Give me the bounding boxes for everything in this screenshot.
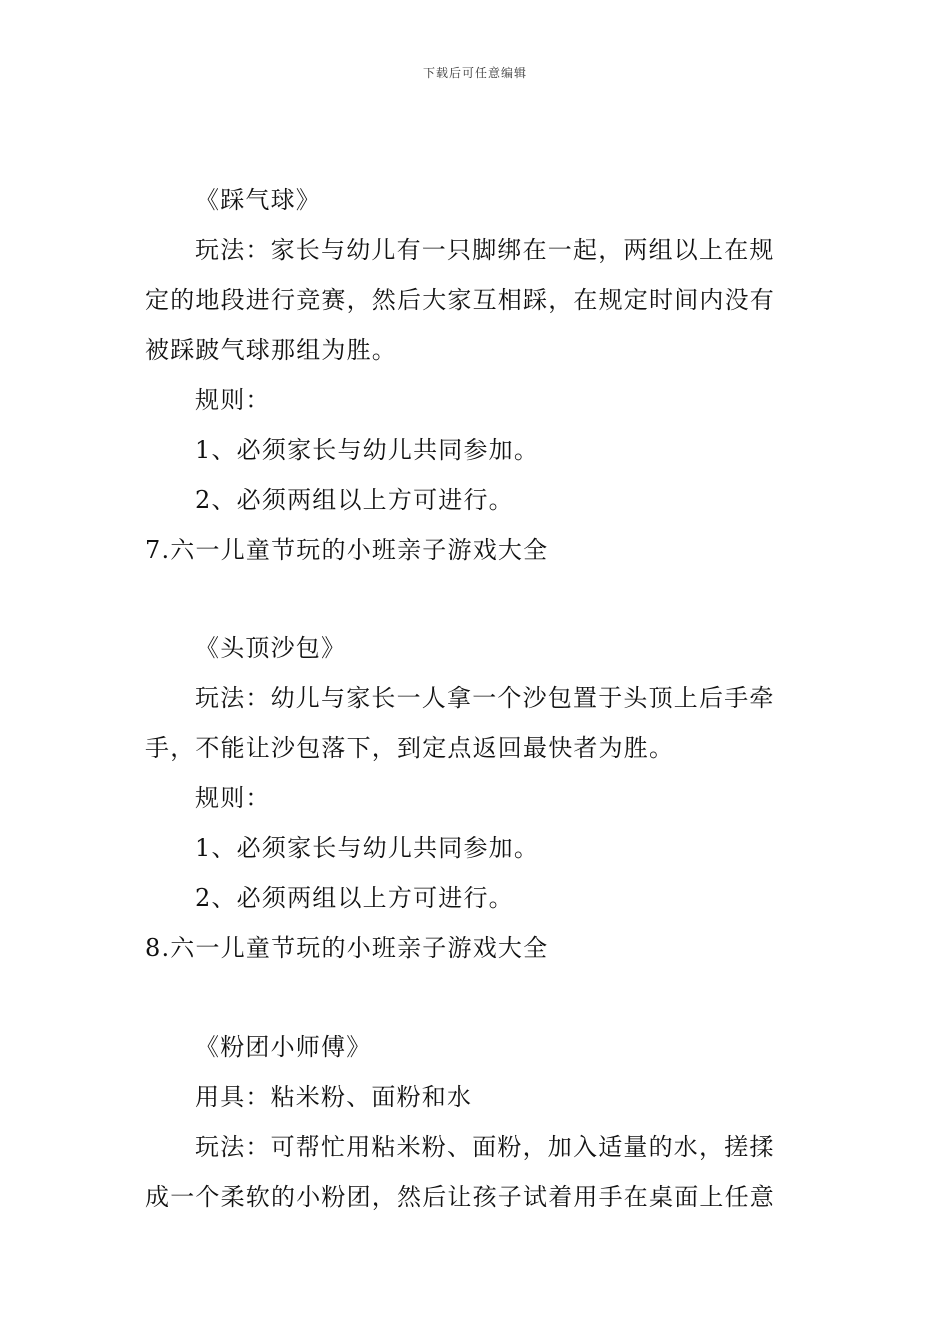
rule-item: 1、必须家长与幼儿共同参加。 [195,834,540,862]
rules-heading: 规则： [195,386,271,414]
game-title-touding-shabao: 《头顶沙包》 [195,634,347,662]
body-line: 成一个柔软的小粉团，然后让孩子试着用手在桌面上任意 [145,1183,775,1211]
page-header-note: 下载后可任意编辑 [422,66,527,80]
body-line: 手，不能让沙包落下，到定点返回最快者为胜。 [145,734,675,762]
body-line: 定的地段进行竞赛，然后大家互相踩，在规定时间内没有 [145,286,775,314]
body-line: 玩法：家长与幼儿有一只脚绑在一起，两组以上在规 [195,236,775,264]
section-heading-7: 7.六一儿童节玩的小班亲子游戏大全 [145,536,549,564]
section-heading-8: 8.六一儿童节玩的小班亲子游戏大全 [145,934,549,962]
game-title-cai-qiqiu: 《踩气球》 [195,186,321,214]
game-title-fentuan-xiaoshifu: 《粉团小师傅》 [195,1033,372,1061]
tools-line: 用具：粘米粉、面粉和水 [195,1083,473,1111]
rules-heading: 规则： [195,784,271,812]
rule-item: 1、必须家长与幼儿共同参加。 [195,436,540,464]
rule-item: 2、必须两组以上方可进行。 [195,884,514,912]
body-line: 被踩跛气球那组为胜。 [145,336,397,364]
body-line: 玩法：幼儿与家长一人拿一个沙包置于头顶上后手牵 [195,684,775,712]
body-line: 玩法：可帮忙用粘米粉、面粉，加入适量的水，搓揉 [195,1133,775,1161]
rule-item: 2、必须两组以上方可进行。 [195,486,514,514]
